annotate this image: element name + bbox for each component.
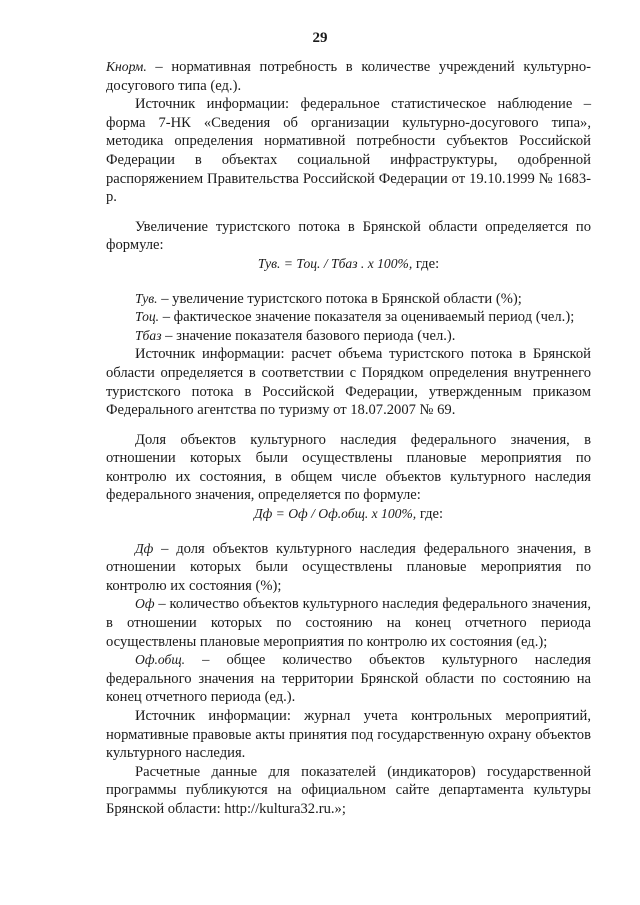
definition-toc: [106, 308, 591, 327]
variable-ofobsh: Оф.общ.: [135, 652, 185, 668]
definition-df: [106, 540, 591, 596]
variable-of: Оф: [135, 596, 155, 612]
variable-tbaz: Тбаз: [135, 327, 162, 343]
source-paragraph-3: Источник информации: журнал учета контрольных мероприятий, нормативные правовые акты принятия под государственную охрану объектов культурного наследия.: [106, 708, 591, 762]
formula-tourism-expression: Тув. = Тоц. / Тбаз . х 100%,: [257, 255, 413, 271]
page-content: [106, 58, 591, 819]
variable-knorm: Кнорм.: [106, 59, 147, 74]
variable-tuv: Тув.: [135, 290, 158, 306]
closing-paragraph: Расчетные данные для показателей (индикаторов) государственной программы публикуются на официальном сайте департамента культуры Брянской области: http://kultura32.ru.»;: [106, 763, 591, 817]
formula-heritage-suffix: где:: [416, 506, 444, 523]
definition-ofobsh: [106, 651, 591, 707]
definition-of-text: – количество объектов культурного наследия федерального значения, в отношении которых по состоянию на конец отчетного периода осуществлены плановые мероприятия по контролю их состояния (ед.);: [106, 596, 591, 650]
definition-toc-text: – фактическое значение показателя за оцениваемый период (чел.);: [159, 309, 575, 326]
definition-tuv: [106, 290, 591, 309]
definition-ofobsh-text: – общее количество объектов культурного наследия федерального значения на территории Брянской области по состоянию на конец отчетного периода (ед.).: [106, 652, 591, 706]
definition-tbaz: [106, 327, 591, 346]
definition-of: [106, 595, 591, 651]
definition-tbaz-text: – значение показателя базового периода (чел.).: [161, 327, 456, 344]
source-paragraph-1: Источник информации: федеральное статистическое наблюдение – форма 7-НК «Сведения об организации культурно-досугового типа», методика определения нормативной потребности субъектов Российской Федерации в объектах социальной инфраструктуры, одобренной распоряжением Правительства Российской Федерации от 19.10.1999 № 1683-р.: [106, 96, 591, 206]
definition-knorm-text: – нормативная потребность в количестве учреждений культурно-досугового типа (ед.).: [106, 59, 591, 94]
heritage-intro-paragraph: Доля объектов культурного наследия федерального значения, в отношении которых были осуществлены плановые мероприятия по контролю их состояния, в общем числе объектов культурного наследия федерального значения, определяется по формуле:: [106, 431, 591, 504]
definition-df-text: – доля объектов культурного наследия федерального значения, в отношении которых были осуществлены плановые мероприятия по контролю их состояния (%);: [106, 540, 591, 594]
formula-tourism: [106, 255, 591, 274]
variable-df: Дф: [135, 540, 154, 556]
definition-knorm: [106, 58, 591, 95]
source-paragraph-2: Источник информации: расчет объема туристского потока в Брянской области определяется в соответствии с Порядком определения внутреннего туристского потока в Российской Федерации, утвержденным приказом Федерального агентства по туризму от 18.07.2007 № 69.: [106, 346, 591, 419]
tourism-intro-paragraph: Увеличение туристского потока в Брянской области определяется по формуле:: [106, 218, 591, 254]
definition-tuv-text: – увеличение туристского потока в Брянской области (%);: [157, 290, 522, 307]
formula-heritage: [106, 505, 591, 524]
page-number: 29: [312, 30, 328, 46]
formula-heritage-expression: Дф = Оф / Оф.общ. х 100%,: [253, 506, 417, 522]
variable-toc: Тоц.: [135, 309, 160, 325]
formula-tourism-suffix: где:: [412, 255, 440, 272]
